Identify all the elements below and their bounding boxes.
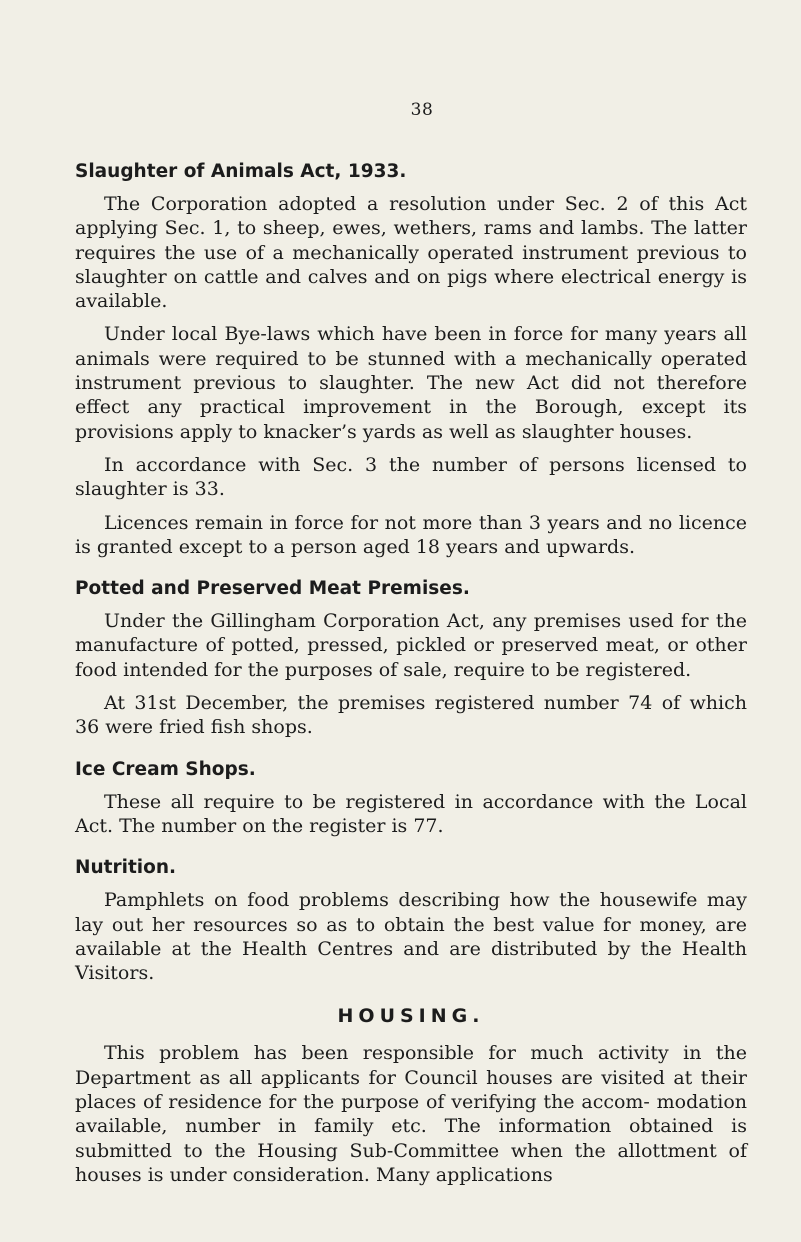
section-nutrition	[75, 856, 747, 985]
section-heading: Slaughter of Animals Act, 1933.	[75, 161, 407, 182]
section-ice-cream-shops	[75, 758, 747, 839]
housing-paragraph: This problem has been responsible for much activity in the Department as all applicants for Council houses are visited at their places of residence for the purpose of verifying the accom- modation available, number in family etc. The information obtained is submitted to the Housing Sub-Committee when the allottment of houses is under consideration. Many applications	[75, 1042, 747, 1186]
section-slaughter-of-animals	[75, 160, 747, 559]
paragraph: At 31st December, the premises registered number 74 of which 36 were fried fish shops.	[75, 692, 747, 739]
section-heading: Nutrition.	[75, 857, 177, 879]
paragraph: These all require to be registered in accordance with the Local Act. The number on the register is 77.	[75, 790, 747, 837]
paragraph: Under the Gillingham Corporation Act, any premises used for the manufacture of potted, pressed, pickled or preserved meat, or other food intended for the purposes of sale, require to be registered.	[75, 610, 747, 681]
page-number: 38	[410, 100, 434, 120]
paragraph: Pamphlets on food problems describing how the housewife may lay out her resources so as to obtain the best value for money, are available at the Health Centres and are distributed by the Health Visitors.	[75, 889, 747, 985]
section-heading: Potted and Preserved Meat Premises.	[75, 578, 470, 600]
paragraph: In accordance with Sec. 3 the number of persons licensed to slaughter is 33.	[75, 453, 747, 501]
section-potted-meat-premises	[75, 577, 747, 739]
section-heading: Ice Cream Shops.	[75, 758, 256, 780]
paragraph: Under local Bye-laws which have been in force for many years all animals were required to be stunned with a mechanically operated instrument previous to slaughter. The new Act did not therefore effect any practical improvement in the Borough, except its provisions apply to knacker’s yards as well as slaughter houses.	[75, 323, 747, 443]
paragraph: Licences remain in force for not more than 3 years and no licence is granted except to a person aged 18 years and upwards.	[75, 511, 747, 558]
housing-heading: HOUSING.	[337, 1005, 485, 1028]
paragraph: The Corporation adopted a resolution under Sec. 2 of this Act applying Sec. 1, to sheep, ewes, wethers, rams and lambs. The latter requires the use of a mechanically operated instrument previous to slaughter on cattle and calves and on pigs where electrical energy is available.	[75, 193, 747, 313]
